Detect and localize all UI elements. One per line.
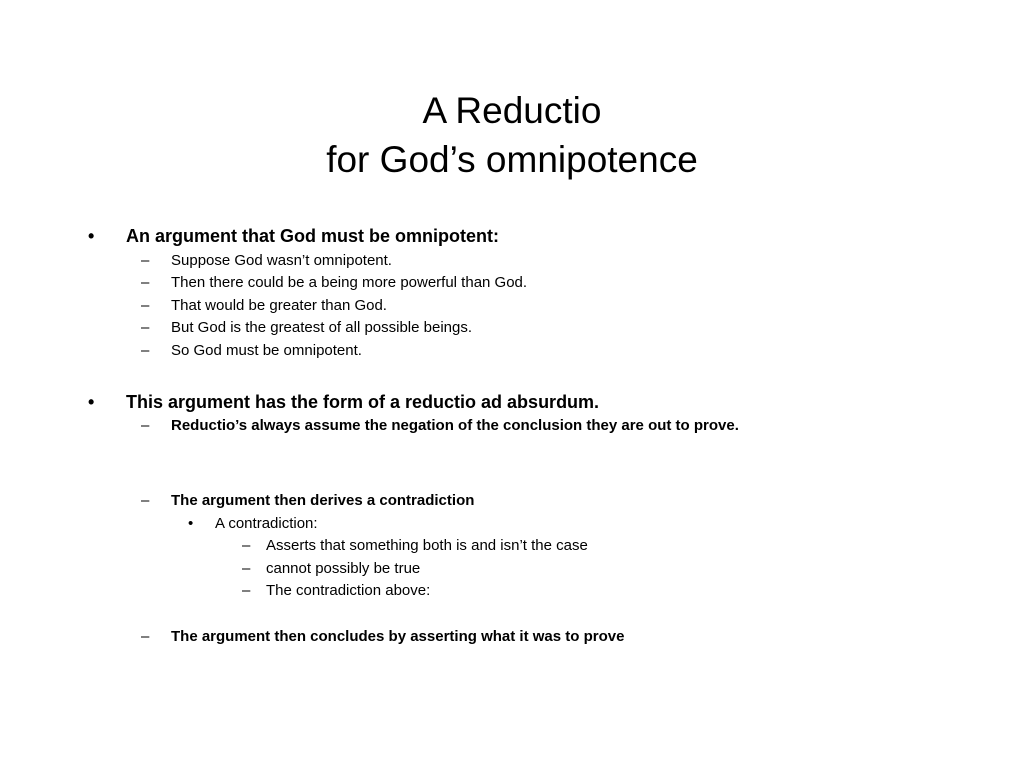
section1-heading: An argument that God must be omnipotent: <box>126 226 499 246</box>
title-line-2: for God’s omnipotence <box>326 139 698 180</box>
title-line-1: A Reductio <box>422 90 602 131</box>
bullet-dash: – <box>242 582 251 599</box>
list-item: The contradiction above: <box>266 582 431 599</box>
bullet-dot: • <box>188 515 194 532</box>
bullet-dash: – <box>141 319 150 336</box>
section2-heading: This argument has the form of a reductio ad absurdum. <box>126 392 600 412</box>
bullet-dot: • <box>88 226 95 246</box>
section2-point-2: The argument then derives a contradiction <box>171 492 475 509</box>
section2-point-1: Reductio’s always assume the negation of the conclusion they are out to prove. <box>171 417 739 434</box>
list-item: That would be greater than God. <box>171 297 387 314</box>
bullet-dash: – <box>141 492 150 509</box>
slide-title <box>0 86 1024 184</box>
list-item: Asserts that something both is and isn’t the case <box>266 537 588 554</box>
bullet-dash: – <box>141 628 150 645</box>
list-item: Suppose God wasn’t omnipotent. <box>171 252 392 269</box>
list-item: Then there could be a being more powerful than God. <box>171 274 528 291</box>
bullet-dash: – <box>141 417 150 434</box>
bullet-dash: – <box>242 537 251 554</box>
bullet-dash: – <box>141 342 150 359</box>
contradiction-heading: A contradiction: <box>215 515 318 532</box>
bullet-dash: – <box>242 560 251 577</box>
section2-point-3: The argument then concludes by asserting what it was to prove <box>171 628 625 645</box>
bullet-dot: • <box>88 392 95 412</box>
bullet-dash: – <box>141 252 150 269</box>
list-item: But God is the greatest of all possible beings. <box>171 319 473 336</box>
list-item: So God must be omnipotent. <box>171 342 362 359</box>
bullet-dash: – <box>141 297 150 314</box>
list-item: cannot possibly be true <box>266 560 421 577</box>
bullet-dash: – <box>141 274 150 291</box>
